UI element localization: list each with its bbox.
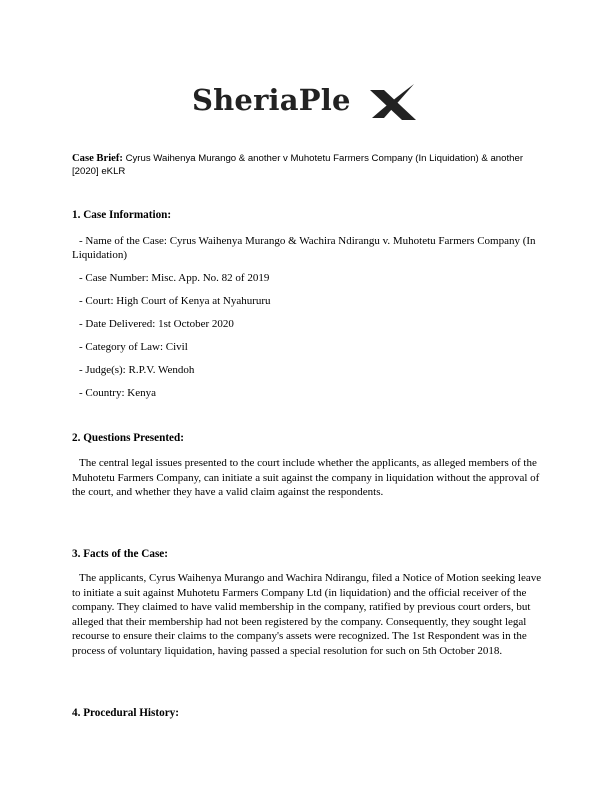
case-info-category: - Category of Law: Civil [79, 341, 188, 353]
logo-wordmark: SheriaPle [192, 83, 351, 117]
logo-x-mark [370, 84, 416, 120]
questions-presented-paragraph: The central legal issues presented to the court include whether the applicants, as alleged members of the Muhotetu Farmers Company, can initiate a suit against the company in liquidation without the approval of the court, and whether they have a valid claim against the respondents. [72, 457, 540, 499]
case-brief-heading [72, 152, 542, 178]
case-brief-title: Cyrus Waihenya Murango & another v Muhotetu Farmers Company (In Liquidation) & another [2020] eKLR [72, 153, 524, 177]
facts-paragraph: The applicants, Cyrus Waihenya Murango and Wachira Ndirangu, filed a Notice of Motion seeking leave to initiate a suit against Muhotetu Farmers Company Ltd (in liquidation) and the official receiver of the company. They claimed to have valid membership in the company, ratified by previous court orders, but alleged that their membership had not been registered by the company. Consequently, they sought legal recourse to ensure their claims to the company's assets were recognized. The 1st Respondent was in the process of voluntary liquidation, having passed a special resolution for such on 5th October 2018. [72, 572, 542, 657]
case-info-name: - Name of the Case: Cyrus Waihenya Murango & Wachira Ndirangu v. Muhotetu Farmers Company (In Liquidation) [72, 235, 536, 262]
case-info-judges: - Judge(s): R.P.V. Wendoh [79, 364, 195, 376]
sheriaplex-logo [190, 64, 431, 126]
case-info-date: - Date Delivered: 1st October 2020 [79, 318, 234, 330]
case-info-country: - Country: Kenya [79, 387, 156, 399]
case-info-court: - Court: High Court of Kenya at Nyahururu [79, 295, 271, 307]
case-brief-label: Case Brief: [72, 153, 123, 164]
section-case-information-title: 1. Case Information: [72, 209, 172, 221]
section-procedural-history-title: 4. Procedural History: [72, 707, 179, 719]
logo-mark-letter: X [430, 64, 431, 65]
section-facts-title: 3. Facts of the Case: [72, 548, 169, 560]
section-questions-presented-title: 2. Questions Presented: [72, 432, 184, 444]
case-info-number: - Case Number: Misc. App. No. 82 of 2019 [79, 272, 270, 284]
